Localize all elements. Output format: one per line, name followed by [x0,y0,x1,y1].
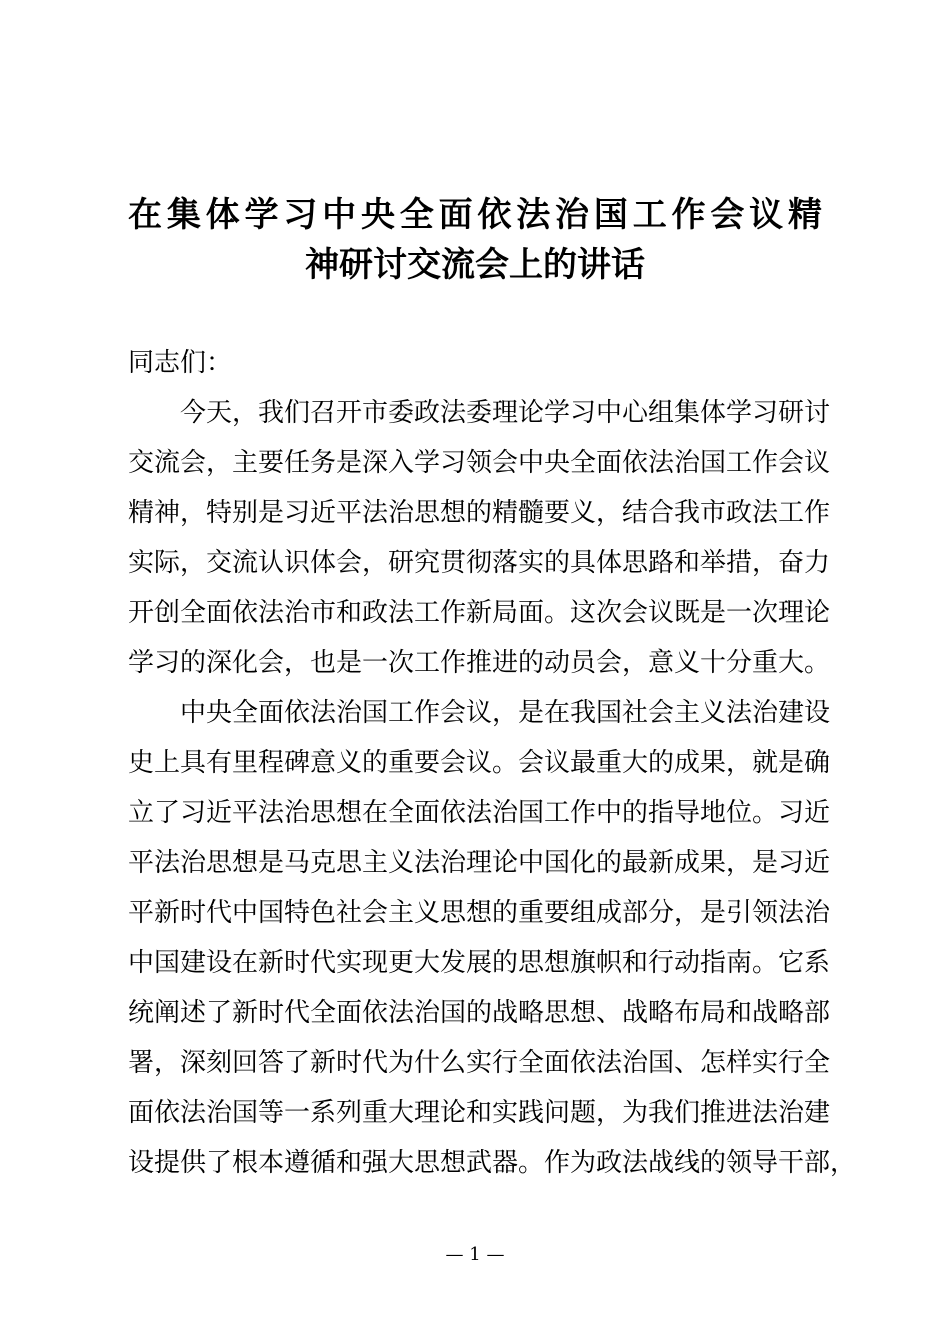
title-line-1: 在集体学习中央全面依法治国工作会议精 [128,195,822,235]
paragraph-line: 设提供了根本遵循和强大思想武器。作为政法战线的领导干部， [128,1148,857,1178]
page-number: — 1 — [445,1244,505,1265]
paragraph-line: 署，深刻回答了新时代为什么实行全面依法治国、怎样实行全 [128,1048,831,1078]
paragraph-line: 中央全面依法治国工作会议，是在我国社会主义法治建设 [180,698,831,728]
paragraph-line: 平法治思想是马克思主义法治理论中国化的最新成果，是习近 [128,848,831,878]
paragraph-line: 统阐述了新时代全面依法治国的战略思想、战略布局和战略部 [128,998,831,1028]
paragraph-line: 史上具有里程碑意义的重要会议。会议最重大的成果，就是确 [128,748,831,778]
paragraph-line: 中国建设在新时代实现更大发展的思想旗帜和行动指南。它系 [128,948,831,978]
paragraph-1 [128,388,831,688]
paragraph-line: 面依法治国等一系列重大理论和实践问题，为我们推进法治建 [128,1098,831,1128]
document-body [128,338,857,1188]
document-title [128,190,822,290]
salutation: 同志们： [128,348,233,378]
paragraph-line: 开创全面依法治市和政法工作新局面。这次会议既是一次理论 [128,598,831,628]
paragraph-line: 交流会，主要任务是深入学习领会中央全面依法治国工作会议 [128,448,831,478]
paragraph-line: 实际，交流认识体会，研究贯彻落实的具体思路和举措，奋力 [128,548,831,578]
paragraph-line: 学习的深化会，也是一次工作推进的动员会，意义十分重大。 [128,648,831,678]
paragraph-line: 今天，我们召开市委政法委理论学习中心组集体学习研讨 [180,398,831,428]
paragraph-2 [128,688,857,1188]
title-line-2: 神研讨交流会上的讲话 [305,245,645,285]
paragraph-line: 平新时代中国特色社会主义思想的重要组成部分，是引领法治 [128,898,831,928]
paragraph-line: 立了习近平法治思想在全面依法治国工作中的指导地位。习近 [128,798,831,828]
paragraph-line: 精神，特别是习近平法治思想的精髓要义，结合我市政法工作 [128,498,831,528]
